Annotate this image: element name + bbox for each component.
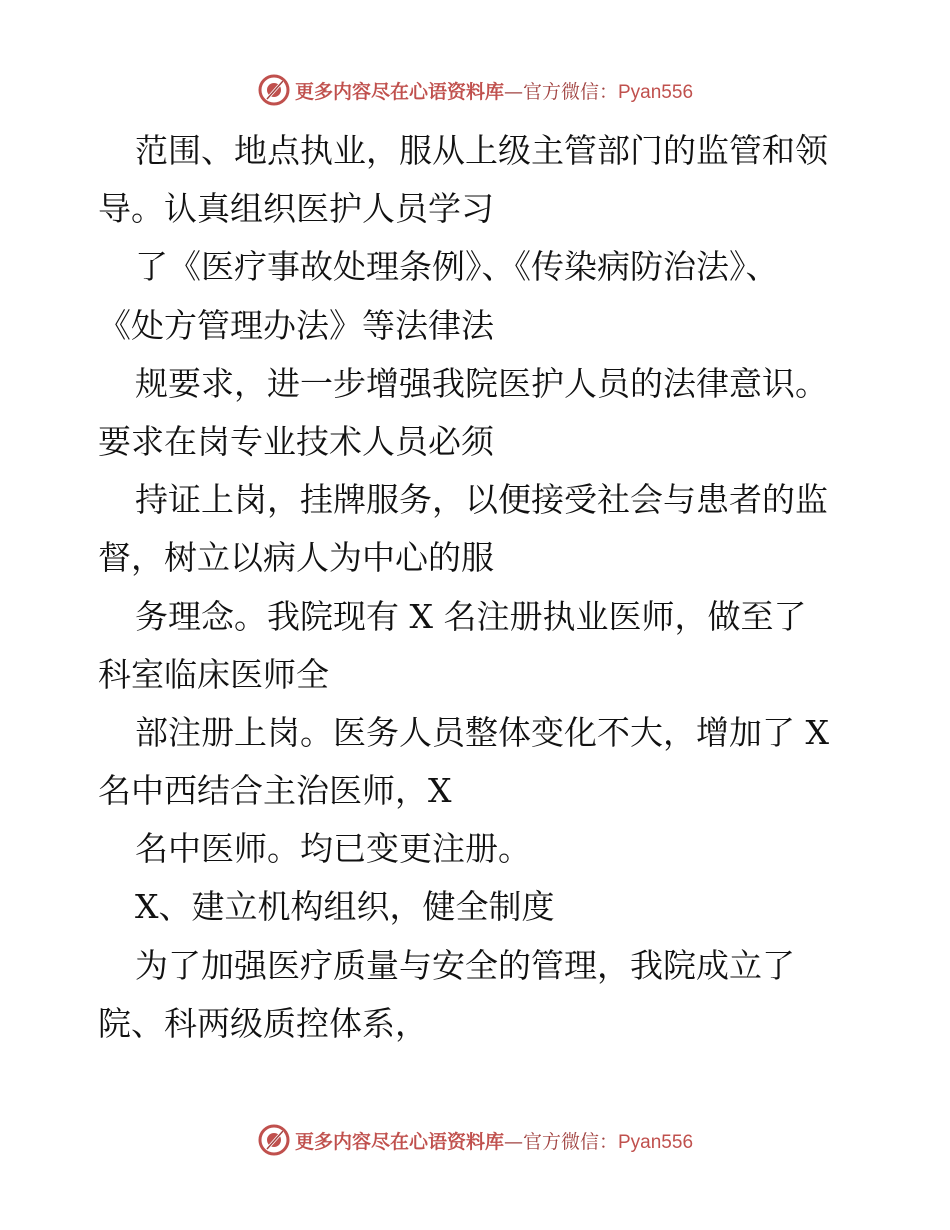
banner-wechat-id: Pyan556 xyxy=(618,1131,694,1153)
banner-wechat-label: —官方微信： xyxy=(503,1130,618,1153)
section-heading: X、建立机构组织，健全制度 xyxy=(135,887,555,927)
text-line: 《处方管理办法》等法律法 xyxy=(98,305,494,345)
text-line: 持证上岗，挂牌服务，以便接受社会与患者的监 xyxy=(135,480,828,520)
text-line: 名中西结合主治医师，X xyxy=(98,771,452,811)
text-line: 督，树立以病人为中心的服 xyxy=(98,538,494,578)
footer-banner xyxy=(0,1120,950,1160)
banner-wechat-id: Pyan556 xyxy=(618,81,694,103)
text-line: 导。认真组织医护人员学习 xyxy=(98,189,494,229)
document-body xyxy=(98,122,858,1053)
text-line: 范围、地点执业，服从上级主管部门的监管和领 xyxy=(135,131,828,170)
text-line: 要求在岗专业技术人员必须 xyxy=(98,421,494,461)
banner-site-text: 更多内容尽在心语资料库 xyxy=(294,1130,504,1153)
text-line: 院、科两级质控体系， xyxy=(98,1003,428,1043)
text-line: 务理念。我院现有 X 名注册执业医师，做至了 xyxy=(135,596,807,636)
header-banner xyxy=(0,70,950,110)
text-line: 部注册上岗。医务人员整体变化不大，增加了 X xyxy=(135,712,829,752)
text-line: 了《医疗事故处理条例》、《传染病防治法》、 xyxy=(135,247,779,287)
text-line: 科室临床医师全 xyxy=(98,654,329,694)
text-line: 为了加强医疗质量与安全的管理，我院成立了 xyxy=(135,945,795,985)
brand-logo-icon xyxy=(257,1123,291,1157)
brand-logo-icon xyxy=(257,73,291,107)
banner-wechat-label: —官方微信： xyxy=(503,80,618,103)
text-line: 规要求，进一步增强我院医护人员的法律意识。 xyxy=(135,363,828,403)
banner-site-text: 更多内容尽在心语资料库 xyxy=(294,80,504,103)
text-line: 名中医师。均已变更注册。 xyxy=(135,829,531,869)
